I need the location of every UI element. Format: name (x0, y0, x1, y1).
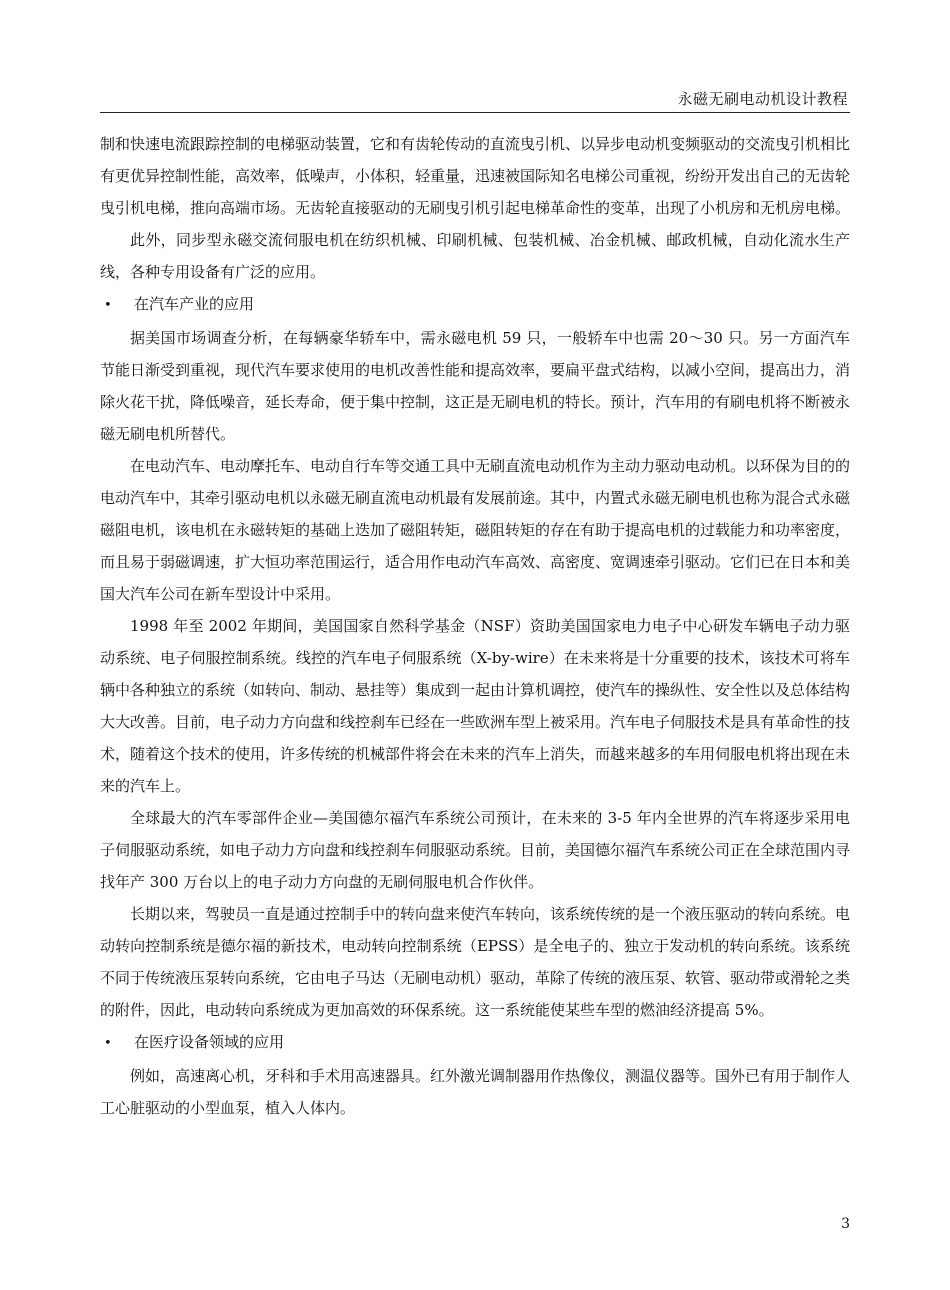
bullet-text: 在医疗设备领域的应用 (134, 1033, 285, 1051)
bullet-marker: • (104, 1036, 112, 1051)
paragraph: 据美国市场调查分析，在每辆豪华轿车中，需永磁电机 59 只，一般轿车中也需 20～30 只。另一方面汽车节能日渐受到重视，现代汽车要求使用的电机改善性能和提高效率，要扁平盘式结构，以减小空间，提高出力，消除火花干扰，降低噪音，延长寿命，便于集中控制，这正是无刷电机的特长。预计，汽车用的有刷电机将不断被永磁无刷电机所替代。 (100, 329, 851, 443)
paragraph: 此外，同步型永磁交流伺服电机在纺织机械、印刷机械、包装机械、冶金机械、邮政机械，自动化流水生产线，各种专用设备有广泛的应用。 (100, 231, 850, 281)
paragraph: 1998 年至 2002 年期间，美国国家自然科学基金（NSF）资助美国国家电力电子中心研发车辆电子动力驱动系统、电子伺服控制系统。线控的汽车电子伺服系统（X-by-wire）在未来将是十分重要的技术，该技术可将车辆中各种独立的系统（如转向、制动、悬挂等）集成到一起由计算机调控，使汽车的操纵性、安全性以及总体结构大大改善。目前，电子动力方向盘和线控刹车已经在一些欧洲车型上被采用。汽车电子伺服技术是具有革命性的技术，随着这个技术的使用，许多传统的机械部件将会在未来的汽车上消失，而越来越多的车用伺服电机将出现在未来的汽车上。 (100, 617, 851, 795)
paragraph: 全球最大的汽车零部件企业—美国德尔福汽车系统公司预计，在未来的 3-5 年内全世界的汽车将逐步采用电子伺服驱动系统，如电子动力方向盘和线控刹车伺服驱动系统。目前，美国德尔福汽车系统公司正在全球范围内寻找年产 300 万台以上的电子动力方向盘的无刷伺服电机合作伙伴。 (100, 809, 851, 891)
page-number: 3 (841, 1216, 850, 1232)
running-header-title: 永磁无刷电动机设计教程 (677, 90, 848, 108)
paragraph: 例如，高速离心机，牙科和手术用高速器具。红外激光调制器用作热像仪，测温仪器等。国外已有用于制作人工心脏驱动的小型血泵，植入人体内。 (100, 1067, 851, 1117)
paragraph: 在电动汽车、电动摩托车、电动自行车等交通工具中无刷直流电动机作为主动力驱动电动机。以环保为目的的电动汽车中，其牵引驱动电机以永磁无刷直流电动机最有发展前途。其中，内置式永磁无刷电机也称为混合式永磁磁阻电机，该电机在永磁转矩的基础上迭加了磁阻转矩，磁阻转矩的存在有助于提高电机的过载能力和功率密度，而且易于弱磁调速，扩大恒功率范围运行，适合用作电动汽车高效、高密度、宽调速牵引驱动。它们已在日本和美国大汽车公司在新车型设计中采用。 (100, 457, 851, 603)
paragraph: 长期以来，驾驶员一直是通过控制手中的转向盘来使汽车转向，该系统传统的是一个液压驱动的转向系统。电动转向控制系统是德尔福的新技术，电动转向控制系统（EPSS）是全电子的、独立于发动机的转向系统。该系统不同于传统液压泵转向系统，它由电子马达（无刷电动机）驱动，革除了传统的液压泵、软管、驱动带或滑轮之类的附件，因此，电动转向系统成为更加高效的环保系统。这一系统能使某些车型的燃油经济提高 5%。 (100, 905, 851, 1019)
bullet-marker: • (104, 298, 112, 313)
bullet-text: 在汽车产业的应用 (134, 295, 255, 313)
paragraph: 制和快速电流跟踪控制的电梯驱动装置，它和有齿轮传动的直流曳引机、以异步电动机变频驱动的交流曳引机相比有更优异控制性能，高效率，低噪声，小体积，轻重量，迅速被国际知名电梯公司重视，纷纷开发出自己的无齿轮曳引机电梯，推向高端市场。无齿轮直接驱动的无刷曳引机引起电梯革命性的变革，出现了小机房和无机房电梯。 (100, 135, 851, 217)
document-body (100, 128, 850, 1124)
running-header (100, 84, 850, 113)
bullet-item (100, 288, 850, 322)
bullet-item (100, 1026, 850, 1060)
